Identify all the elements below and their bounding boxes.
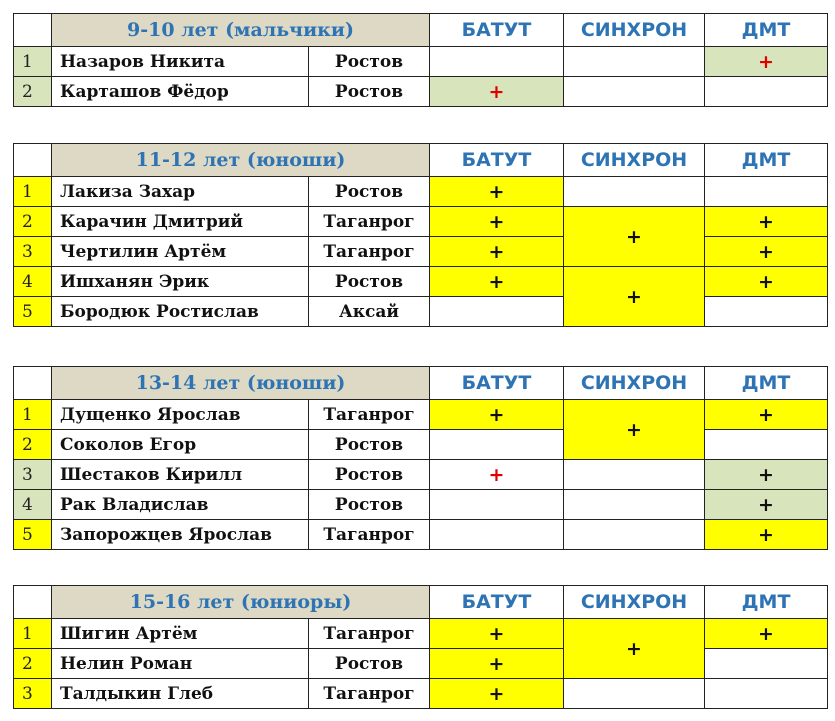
row-number: 2 (14, 649, 52, 679)
group-table-9-10 (13, 13, 828, 107)
dmt-mark (705, 679, 828, 709)
col-header-sinhron: СИНХРОН (564, 14, 705, 47)
table-row (14, 649, 828, 679)
dmt-mark: + (705, 520, 828, 550)
row-number: 1 (14, 400, 52, 430)
group-table-13-14 (13, 366, 828, 550)
row-number: 3 (14, 679, 52, 709)
dmt-mark: + (705, 400, 828, 430)
row-number: 4 (14, 267, 52, 297)
header-empty-cell (14, 14, 52, 47)
batut-mark: + (430, 237, 564, 267)
dmt-mark: + (705, 267, 828, 297)
batut-mark (430, 520, 564, 550)
dmt-mark: + (705, 207, 828, 237)
athlete-name: Ишханян Эрик (52, 267, 309, 297)
group-title: 15-16 лет (юниоры) (52, 586, 430, 619)
athlete-city: Ростов (309, 267, 430, 297)
row-number: 3 (14, 237, 52, 267)
group-header-row (14, 586, 828, 619)
table-row (14, 490, 828, 520)
batut-mark (430, 47, 564, 77)
dmt-mark (705, 649, 828, 679)
batut-mark: + (430, 177, 564, 207)
batut-mark: + (430, 77, 564, 107)
row-number: 4 (14, 490, 52, 520)
row-number: 2 (14, 430, 52, 460)
batut-mark: + (430, 619, 564, 649)
athlete-city: Ростов (309, 430, 430, 460)
athlete-city: Ростов (309, 177, 430, 207)
col-header-dmt: ДМТ (705, 586, 828, 619)
table-row (14, 430, 828, 460)
athlete-city: Таганрог (309, 207, 430, 237)
table-row (14, 297, 828, 327)
athlete-name: Запорожцев Ярослав (52, 520, 309, 550)
row-number: 2 (14, 207, 52, 237)
dmt-mark (705, 297, 828, 327)
col-header-batut: БАТУТ (430, 144, 564, 177)
athlete-city: Ростов (309, 47, 430, 77)
sinhron-mark (564, 520, 705, 550)
batut-mark: + (430, 679, 564, 709)
table-row (14, 679, 828, 709)
header-empty-cell (14, 367, 52, 400)
row-number: 3 (14, 460, 52, 490)
header-empty-cell (14, 586, 52, 619)
row-number: 1 (14, 619, 52, 649)
sinhron-mark: + (564, 207, 705, 267)
header-empty-cell (14, 144, 52, 177)
col-header-dmt: ДМТ (705, 144, 828, 177)
athlete-name: Назаров Никита (52, 47, 309, 77)
dmt-mark: + (705, 237, 828, 267)
sinhron-mark: + (564, 400, 705, 460)
batut-mark: + (430, 400, 564, 430)
athlete-city: Таганрог (309, 400, 430, 430)
table-row (14, 520, 828, 550)
dmt-mark: + (705, 460, 828, 490)
batut-mark: + (430, 207, 564, 237)
batut-mark (430, 297, 564, 327)
athlete-name: Бородюк Ростислав (52, 297, 309, 327)
col-header-batut: БАТУТ (430, 367, 564, 400)
group-table-15-16 (13, 585, 828, 709)
dmt-mark: + (705, 47, 828, 77)
athlete-name: Чертилин Артём (52, 237, 309, 267)
athlete-city: Ростов (309, 649, 430, 679)
athlete-city: Аксай (309, 297, 430, 327)
row-number: 5 (14, 520, 52, 550)
dmt-mark: + (705, 490, 828, 520)
athlete-name: Шестаков Кирилл (52, 460, 309, 490)
athlete-name: Соколов Егор (52, 430, 309, 460)
dmt-mark (705, 430, 828, 460)
table-row (14, 177, 828, 207)
batut-mark: + (430, 649, 564, 679)
group-header-row (14, 14, 828, 47)
sinhron-mark (564, 679, 705, 709)
col-header-batut: БАТУТ (430, 586, 564, 619)
dmt-mark (705, 177, 828, 207)
sinhron-mark (564, 490, 705, 520)
athlete-name: Дущенко Ярослав (52, 400, 309, 430)
group-header-row (14, 367, 828, 400)
col-header-sinhron: СИНХРОН (564, 144, 705, 177)
athlete-city: Ростов (309, 460, 430, 490)
athlete-name: Рак Владислав (52, 490, 309, 520)
group-title: 9-10 лет (мальчики) (52, 14, 430, 47)
sinhron-mark (564, 47, 705, 77)
batut-mark: + (430, 460, 564, 490)
table-row (14, 237, 828, 267)
athlete-name: Карташов Фёдор (52, 77, 309, 107)
row-number: 1 (14, 177, 52, 207)
sinhron-mark: + (564, 267, 705, 327)
row-number: 5 (14, 297, 52, 327)
col-header-dmt: ДМТ (705, 367, 828, 400)
athlete-city: Ростов (309, 77, 430, 107)
athlete-name: Нелин Роман (52, 649, 309, 679)
row-number: 2 (14, 77, 52, 107)
sinhron-mark (564, 460, 705, 490)
dmt-mark: + (705, 619, 828, 649)
group-title: 11-12 лет (юноши) (52, 144, 430, 177)
athlete-name: Шигин Артём (52, 619, 309, 649)
sinhron-mark (564, 77, 705, 107)
group-header-row (14, 144, 828, 177)
col-header-sinhron: СИНХРОН (564, 586, 705, 619)
table-row (14, 460, 828, 490)
col-header-sinhron: СИНХРОН (564, 367, 705, 400)
athlete-name: Карачин Дмитрий (52, 207, 309, 237)
table-row (14, 400, 828, 430)
table-row (14, 619, 828, 649)
batut-mark: + (430, 267, 564, 297)
sinhron-mark (564, 177, 705, 207)
table-row (14, 47, 828, 77)
group-title: 13-14 лет (юноши) (52, 367, 430, 400)
table-row (14, 207, 828, 237)
batut-mark (430, 430, 564, 460)
athlete-city: Таганрог (309, 619, 430, 649)
athlete-city: Таганрог (309, 679, 430, 709)
row-number: 1 (14, 47, 52, 77)
athlete-city: Таганрог (309, 237, 430, 267)
athlete-city: Таганрог (309, 520, 430, 550)
athlete-name: Талдыкин Глеб (52, 679, 309, 709)
group-table-11-12 (13, 143, 828, 327)
athlete-name: Лакиза Захар (52, 177, 309, 207)
dmt-mark (705, 77, 828, 107)
athlete-city: Ростов (309, 490, 430, 520)
table-row (14, 77, 828, 107)
table-row (14, 267, 828, 297)
batut-mark (430, 490, 564, 520)
col-header-batut: БАТУТ (430, 14, 564, 47)
col-header-dmt: ДМТ (705, 14, 828, 47)
sinhron-mark: + (564, 619, 705, 679)
